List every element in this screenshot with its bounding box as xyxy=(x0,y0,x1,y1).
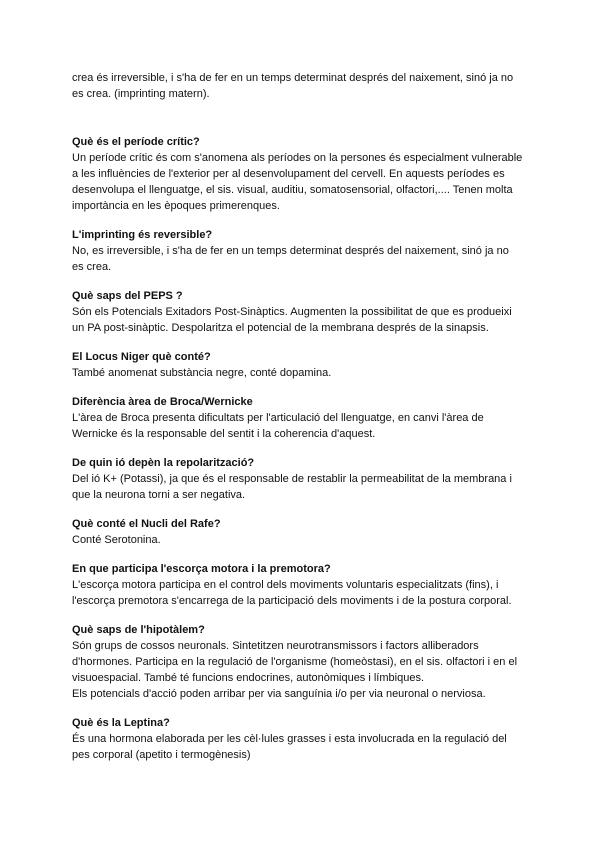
qa-section xyxy=(72,227,527,275)
text-line: Són els Potencials Exitadors Post-Sinàptics. Augmenten la possibilitat de que es produeixi xyxy=(72,306,512,318)
question-heading: Què és la Leptina? xyxy=(72,717,170,729)
qa-section xyxy=(72,394,527,442)
answer-paragraph xyxy=(72,243,527,275)
text-line: desenvolupa el llenguatge, el sis. visual, auditiu, somatosensorial, olfactori,.... Tenen molta xyxy=(72,184,513,196)
question-heading: Què conté el Nucli del Rafe? xyxy=(72,518,221,530)
qa-section xyxy=(72,288,527,336)
text-line: Són grups de cossos neuronals. Sintetitzen neurotransmissors i factors alliberadors xyxy=(72,640,479,652)
answer-paragraph xyxy=(72,532,527,548)
answer-paragraph xyxy=(72,304,527,336)
question-heading: Què saps del PEPS ? xyxy=(72,290,183,302)
answer-paragraph xyxy=(72,410,527,442)
text-line: importància en les èpoques primerenques. xyxy=(72,200,280,212)
answer-paragraph xyxy=(72,731,527,763)
answer-paragraph xyxy=(72,577,527,609)
text-line: que la neurona torni a ser negativa. xyxy=(72,489,246,501)
text-line: un PA post-sinàptic. Despolaritza el potencial de la membrana després de la sinapsis. xyxy=(72,322,489,334)
text-line: visuoespacial. També té funcions endocrines, autonòmiques i límbiques. xyxy=(72,672,424,684)
text-line: Conté Serotonina. xyxy=(72,534,161,546)
qa-section xyxy=(72,134,527,214)
intro-paragraph xyxy=(72,70,527,102)
text-line: a les influències de l'exterior per al desenvolupament del cervell. En aquests períodes es xyxy=(72,168,505,180)
text-line: Els potencials d'acció poden arribar per via sanguínia i/o per via neuronal o nerviosa. xyxy=(72,688,486,700)
answer-paragraph xyxy=(72,150,527,214)
text-line: crea és irreversible, i s'ha de fer en un temps determinat després del naixement, sinó ja no xyxy=(72,72,514,84)
question-heading: De quin ió depèn la repolarització? xyxy=(72,457,255,469)
qa-section xyxy=(72,516,527,548)
text-line: L'àrea de Broca presenta dificultats per l'articulació del llenguatge, en canvi l'àrea de xyxy=(72,412,484,424)
question-heading: En que participa l'escorça motora i la premotora? xyxy=(72,563,331,575)
question-heading: L'imprinting és reversible? xyxy=(72,229,213,241)
qa-section xyxy=(72,455,527,503)
answer-paragraph xyxy=(72,638,527,702)
text-line: Un període crític és com s'anomena als períodes on la persones és especialment vulnerable xyxy=(72,152,523,164)
text-line: es crea. (imprinting matern). xyxy=(72,88,210,100)
qa-section xyxy=(72,561,527,609)
text-line: Del ió K+ (Potassi), ja que és el responsable de restablir la permeabilitat de la membrana i xyxy=(72,473,512,485)
question-heading: Diferència àrea de Broca/Wernicke xyxy=(72,396,253,408)
qa-section xyxy=(72,715,527,763)
answer-paragraph xyxy=(72,365,527,381)
qa-section xyxy=(72,622,527,702)
text-line: d'hormones. Participa en la regulació de l'organisme (homeòstasi), en el sis. olfactori i en el xyxy=(72,656,518,668)
qa-section xyxy=(72,349,527,381)
text-line: No, es irreversible, i s'ha de fer en un temps determinat després del naixement, sinó ja no xyxy=(72,245,509,257)
text-line: es crea. xyxy=(72,261,112,273)
text-line: pes corporal (apetito i termogènesis) xyxy=(72,749,251,761)
text-line: És una hormona elaborada per les cèl·lules grasses i esta involucrada en la regulació del xyxy=(72,733,507,745)
text-line: Wernicke és la responsable del sentit i la coherencia d'aquest. xyxy=(72,428,376,440)
document-page xyxy=(72,70,527,776)
text-line: L'escorça motora participa en el control dels moviments voluntaris especialitzats (fins), i xyxy=(72,579,499,591)
question-heading: El Locus Niger què conté? xyxy=(72,351,211,363)
question-heading: Què és el període crític? xyxy=(72,136,200,148)
text-line: També anomenat substància negre, conté dopamina. xyxy=(72,367,332,379)
text-line: l'escorça premotora s'encarrega de la participació dels moviments i de la postura corporal. xyxy=(72,595,512,607)
question-heading: Què saps de l'hipotàlem? xyxy=(72,624,205,636)
answer-paragraph xyxy=(72,471,527,503)
